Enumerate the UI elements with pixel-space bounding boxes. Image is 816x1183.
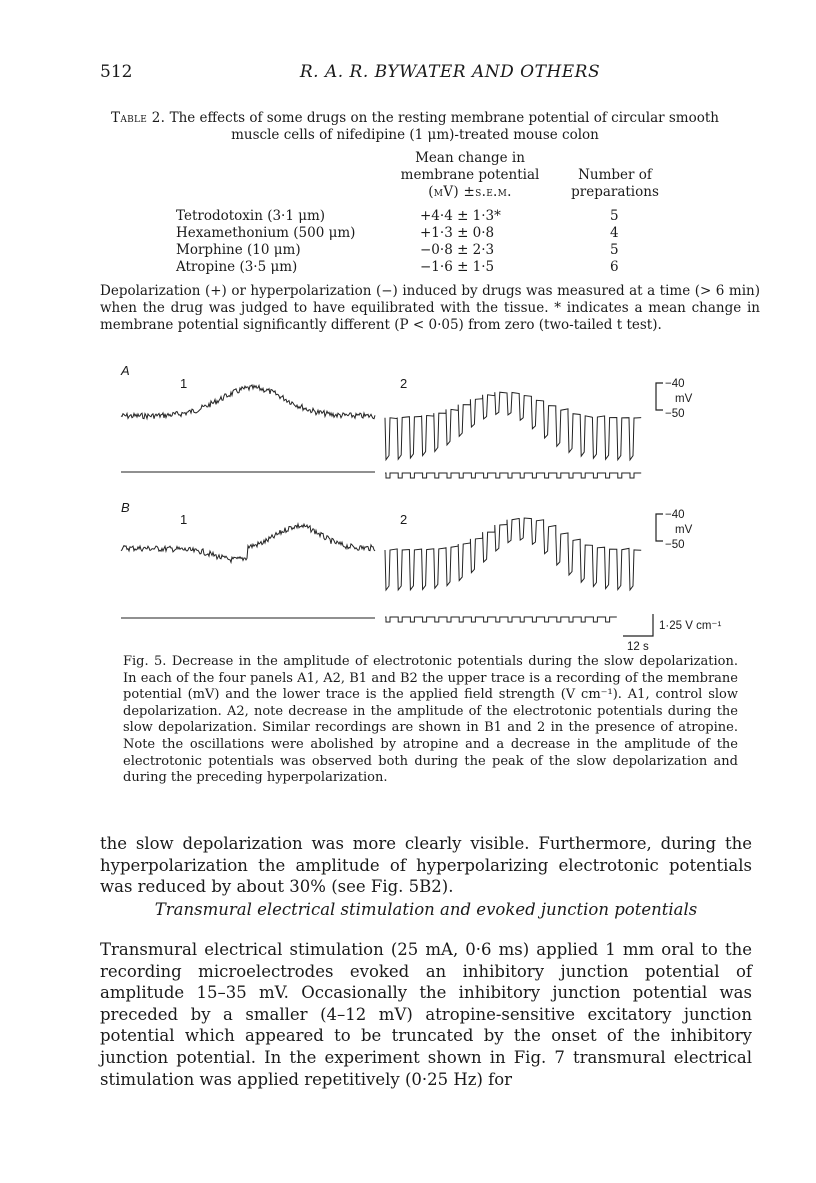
table-label: Table 2. bbox=[111, 110, 166, 126]
trace-a2-membrane bbox=[385, 392, 641, 460]
section-heading: Transmural electrical stimulation and evoked junction potentials bbox=[154, 900, 698, 919]
preparations-cell: 6 bbox=[610, 259, 619, 275]
panel-label-b: B bbox=[121, 500, 130, 515]
trace-label-a2: 2 bbox=[400, 376, 408, 391]
panel-label-a: A bbox=[121, 363, 130, 378]
preparations-cell: 5 bbox=[610, 208, 619, 224]
field-scale-label: 1·25 V cm⁻¹ bbox=[659, 620, 722, 632]
drug-cell: Atropine (3·5 μm) bbox=[176, 259, 298, 275]
change-cell: −0·8 ± 2·3 bbox=[420, 242, 495, 258]
running-head: R. A. R. BYWATER AND OTHERS bbox=[299, 62, 601, 82]
trace-b1-membrane bbox=[121, 524, 375, 562]
trace-label-b1: 1 bbox=[180, 512, 188, 527]
column-header-change-line3: (mV) ±s.e.m. bbox=[428, 184, 512, 200]
scale-b-top: −40 bbox=[665, 509, 685, 521]
table-footnote: Depolarization (+) or hyperpolarization (−) induced by drugs was measured at a time (> 6 min) when the drug was judged to have equilibrated with the tissue. * indicates a mean change in membrane potential significantly different (P < 0·05) from zero (two-tailed t test). bbox=[100, 283, 760, 333]
figure-caption: Fig. 5. Decrease in the amplitude of electrotonic potentials during the slow depolarization. In each of the four panels A1, A2, B1 and B2 the upper trace is a recording of the membrane potential (mV) and the lower trace is the applied field strength (V cm⁻¹). A1, control slow depolarization. A2, note decrease in the amplitude of the electrotonic potentials during the slow depolarization. Similar recordings are shown in B1 and 2 in the presence of atropine. Note the oscillations were abolished by atropine and a decrease in the amplitude of the electrotonic potentials was observed both during the peak of the slow depolarization and during the preceding hyperpolarization. bbox=[123, 654, 738, 786]
scale-a-top: −40 bbox=[665, 378, 685, 390]
page-number: 512 bbox=[100, 62, 133, 82]
drug-cell: Morphine (10 μm) bbox=[176, 242, 301, 258]
preparations-cell: 4 bbox=[610, 225, 619, 241]
table-title-line2: muscle cells of nifedipine (1 μm)-treated mouse colon bbox=[231, 127, 599, 143]
drug-cell: Tetrodotoxin (3·1 μm) bbox=[176, 208, 326, 224]
trace-label-b2: 2 bbox=[400, 512, 408, 527]
scale-a-bottom: −50 bbox=[665, 408, 685, 420]
mv-scale-bar-b bbox=[656, 514, 663, 541]
trace-b2-membrane bbox=[385, 518, 641, 590]
paragraph-2: Transmural electrical stimulation (25 mA, 0·6 ms) applied 1 mm oral to the recording microelectrodes evoked an inhibitory junction potential of amplitude 15–35 mV. Occasionally the inhibitory junction potential was preceded by a smaller (4–12 mV) atropine-sensitive excitatory junction potential which appeared to be truncated by the onset of the inhibitory junction potential. In the experiment shown in Fig. 7 transmural electrical stimulation was applied repetitively (0·25 Hz) for bbox=[100, 940, 752, 1089]
drug-cell: Hexamethonium (500 μm) bbox=[176, 225, 356, 241]
scale-a-unit: mV bbox=[675, 393, 693, 405]
field-time-scale-bar bbox=[623, 614, 653, 636]
column-header-change-line1: Mean change in bbox=[415, 150, 525, 166]
trace-a2-field bbox=[385, 473, 641, 478]
trace-label-a1: 1 bbox=[180, 376, 188, 391]
trace-b2-field bbox=[385, 617, 617, 622]
mv-scale-bar-a bbox=[656, 383, 663, 410]
paragraph-1: the slow depolarization was more clearly visible. Furthermore, during the hyperpolarization the amplitude of hyperpolarizing electrotonic potentials was reduced by about 30% (see Fig. 5B2). bbox=[100, 834, 752, 897]
preparations-cell: 5 bbox=[610, 242, 619, 258]
column-header-preparations-line1: Number of bbox=[578, 167, 652, 183]
column-header-change-line2: membrane potential bbox=[400, 167, 540, 183]
change-cell: −1·6 ± 1·5 bbox=[420, 259, 495, 275]
table-title-line1: The effects of some drugs on the resting membrane potential of circular smooth bbox=[169, 110, 719, 126]
column-header-preparations-line2: preparations bbox=[571, 184, 659, 200]
change-cell: +1·3 ± 0·8 bbox=[420, 225, 495, 241]
change-cell: +4·4 ± 1·3* bbox=[420, 208, 501, 224]
scale-b-unit: mV bbox=[675, 524, 693, 536]
scale-b-bottom: −50 bbox=[665, 539, 685, 551]
trace-a1-membrane bbox=[121, 385, 375, 419]
time-scale-label: 12 s bbox=[627, 641, 649, 653]
